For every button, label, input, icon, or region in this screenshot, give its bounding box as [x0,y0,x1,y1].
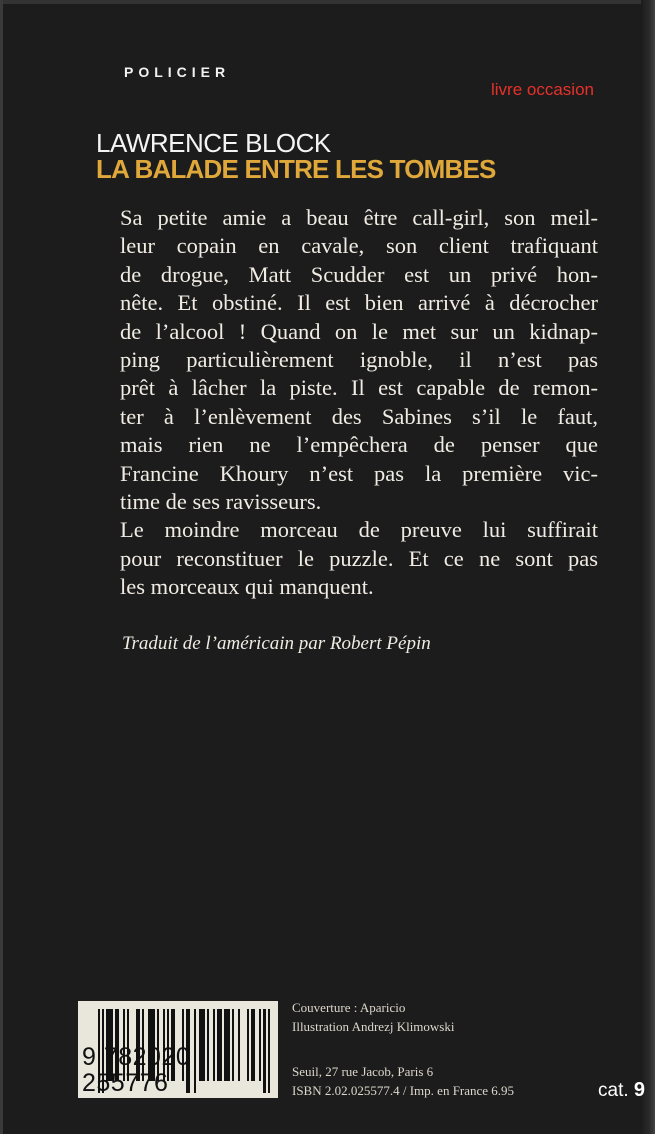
illustration-credit: Illustration Andrezj Klimowski [292,1019,455,1034]
publisher-address: Seuil, 27 rue Jacob, Paris 6 [292,1064,434,1079]
isbn-barcode [78,1001,278,1098]
blurb-line: de drogue, Matt Scudder est un privé hon- [120,261,598,287]
author-name: LAWRENCE BLOCK [96,128,331,158]
category-label: cat. [598,1080,629,1101]
blurb-text [120,204,598,602]
cover-left-edge [0,0,3,1134]
category-number: 9 [633,1079,646,1101]
used-book-label: livre occasion [491,80,594,99]
translator-credit: Traduit de l’américain par Robert Pépin [122,633,431,654]
collection-label: POLICIER [124,64,231,80]
blurb-line: prêt à lâcher la piste. Il est capable de remon- [120,375,598,401]
cover-spine-edge [641,0,655,1134]
price-category [598,1079,645,1102]
blurb-line: time de ses ravisseurs. [120,489,322,515]
blurb-line: nête. Et obstiné. Il est bien arrivé à décrocher [120,290,598,316]
isbn-line: ISBN 2.02.025577.4 / Imp. en France 6.95 [292,1083,515,1098]
blurb-line: ping particulièrement ignoble, il n’est pas [120,347,598,373]
book-title: LA BALADE ENTRE LES TOMBES [96,154,496,184]
barcode-digits: 9 782020 255776 [82,1043,191,1097]
blurb-line: de l’alcool ! Quand on le met sur un kidnap- [120,318,598,344]
blurb-line: mais rien ne l’empêchera de penser que [120,432,598,458]
blurb-line: Francine Khoury n’est pas la première vic- [120,460,598,486]
blurb-line: Le moindre morceau de preuve lui suffirait [120,517,598,543]
blurb-line: leur copain en cavale, son client trafiquant [120,233,598,259]
blurb-line: les morceaux qui manquent. [120,574,374,600]
blurb-line: ter à l’enlèvement des Sabines s’il le faut, [120,403,598,429]
cover-top-edge [0,0,655,4]
blurb-line: pour reconstituer le puzzle. Et ce ne sont pas [120,545,598,571]
cover-credit: Couverture : Aparicio [292,1000,406,1015]
blurb-line: Sa petite amie a beau être call-girl, son meil- [120,205,598,230]
